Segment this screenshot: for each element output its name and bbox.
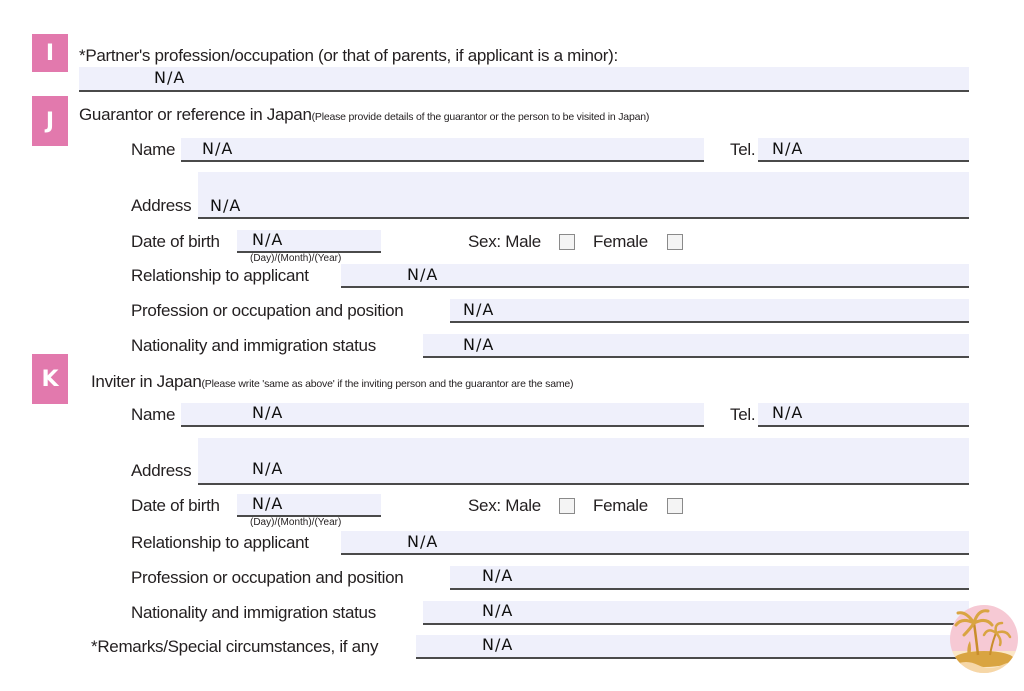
inviter-title <box>91 372 573 392</box>
guarantor-name-value: N/A <box>202 139 234 158</box>
guarantor-title-text: Guarantor or reference in Japan <box>79 105 312 124</box>
inviter-nationality-label: Nationality and immigration status <box>131 603 376 622</box>
inviter-relationship-value: N/A <box>407 532 439 551</box>
partner-profession-field[interactable] <box>79 67 969 92</box>
section-badge-j: J <box>32 96 68 146</box>
guarantor-name-label: Name <box>131 140 176 159</box>
inviter-address-value: N/A <box>252 459 284 478</box>
guarantor-dob-value: N/A <box>252 230 284 249</box>
section-badge-i: I <box>32 34 68 72</box>
guarantor-dob-format: (Day)/(Month)/(Year) <box>250 253 342 264</box>
guarantor-sex-label: Sex: Male <box>468 232 541 251</box>
guarantor-relationship-label: Relationship to applicant <box>131 266 309 285</box>
guarantor-address-field[interactable] <box>198 172 969 219</box>
inviter-address-field[interactable] <box>198 438 969 485</box>
inviter-tel-value: N/A <box>772 403 804 422</box>
inviter-relationship-label: Relationship to applicant <box>131 533 309 552</box>
guarantor-profession-value: N/A <box>463 300 495 319</box>
inviter-nationality-value: N/A <box>482 601 514 620</box>
inviter-dob-label: Date of birth <box>131 496 220 515</box>
inviter-female-checkbox[interactable] <box>667 498 683 514</box>
guarantor-address-label: Address <box>131 196 192 215</box>
inviter-tel-label: Tel. <box>730 405 756 424</box>
palm-island-icon <box>948 603 1020 675</box>
inviter-title-text: Inviter in Japan <box>91 372 202 391</box>
guarantor-nationality-field[interactable] <box>423 334 969 358</box>
guarantor-title <box>79 105 649 125</box>
guarantor-male-checkbox[interactable] <box>559 234 575 250</box>
guarantor-tel-label: Tel. <box>730 140 756 159</box>
inviter-dob-format: (Day)/(Month)/(Year) <box>250 517 342 528</box>
guarantor-note: (Please provide details of the guarantor or the person to be visited in Japan) <box>311 111 650 123</box>
remarks-label: *Remarks/Special circumstances, if any <box>91 637 379 656</box>
guarantor-female-label: Female <box>593 232 648 251</box>
section-badge-k: K <box>32 354 68 404</box>
partner-profession-value: N/A <box>154 68 186 87</box>
guarantor-name-field[interactable] <box>181 138 704 162</box>
guarantor-tel-value: N/A <box>772 139 804 158</box>
inviter-sex-label: Sex: Male <box>468 496 541 515</box>
inviter-name-label: Name <box>131 405 176 424</box>
inviter-profession-label: Profession or occupation and position <box>131 568 404 587</box>
guarantor-profession-label: Profession or occupation and position <box>131 301 404 320</box>
remarks-value: N/A <box>482 635 514 654</box>
guarantor-profession-field[interactable] <box>450 299 969 323</box>
guarantor-address-value: N/A <box>210 196 242 215</box>
inviter-profession-value: N/A <box>482 566 514 585</box>
inviter-female-label: Female <box>593 496 648 515</box>
guarantor-dob-label: Date of birth <box>131 232 220 251</box>
inviter-dob-value: N/A <box>252 494 284 513</box>
inviter-note: (Please write 'same as above' if the inviting person and the guarantor are the same) <box>201 378 574 390</box>
inviter-address-label: Address <box>131 461 192 480</box>
guarantor-female-checkbox[interactable] <box>667 234 683 250</box>
guarantor-relationship-value: N/A <box>407 265 439 284</box>
partner-profession-label: *Partner's profession/occupation (or that of parents, if applicant is a minor): <box>79 46 618 65</box>
inviter-male-checkbox[interactable] <box>559 498 575 514</box>
inviter-name-value: N/A <box>252 403 284 422</box>
inviter-profession-field[interactable] <box>450 566 969 590</box>
guarantor-nationality-value: N/A <box>463 335 495 354</box>
guarantor-nationality-label: Nationality and immigration status <box>131 336 376 355</box>
